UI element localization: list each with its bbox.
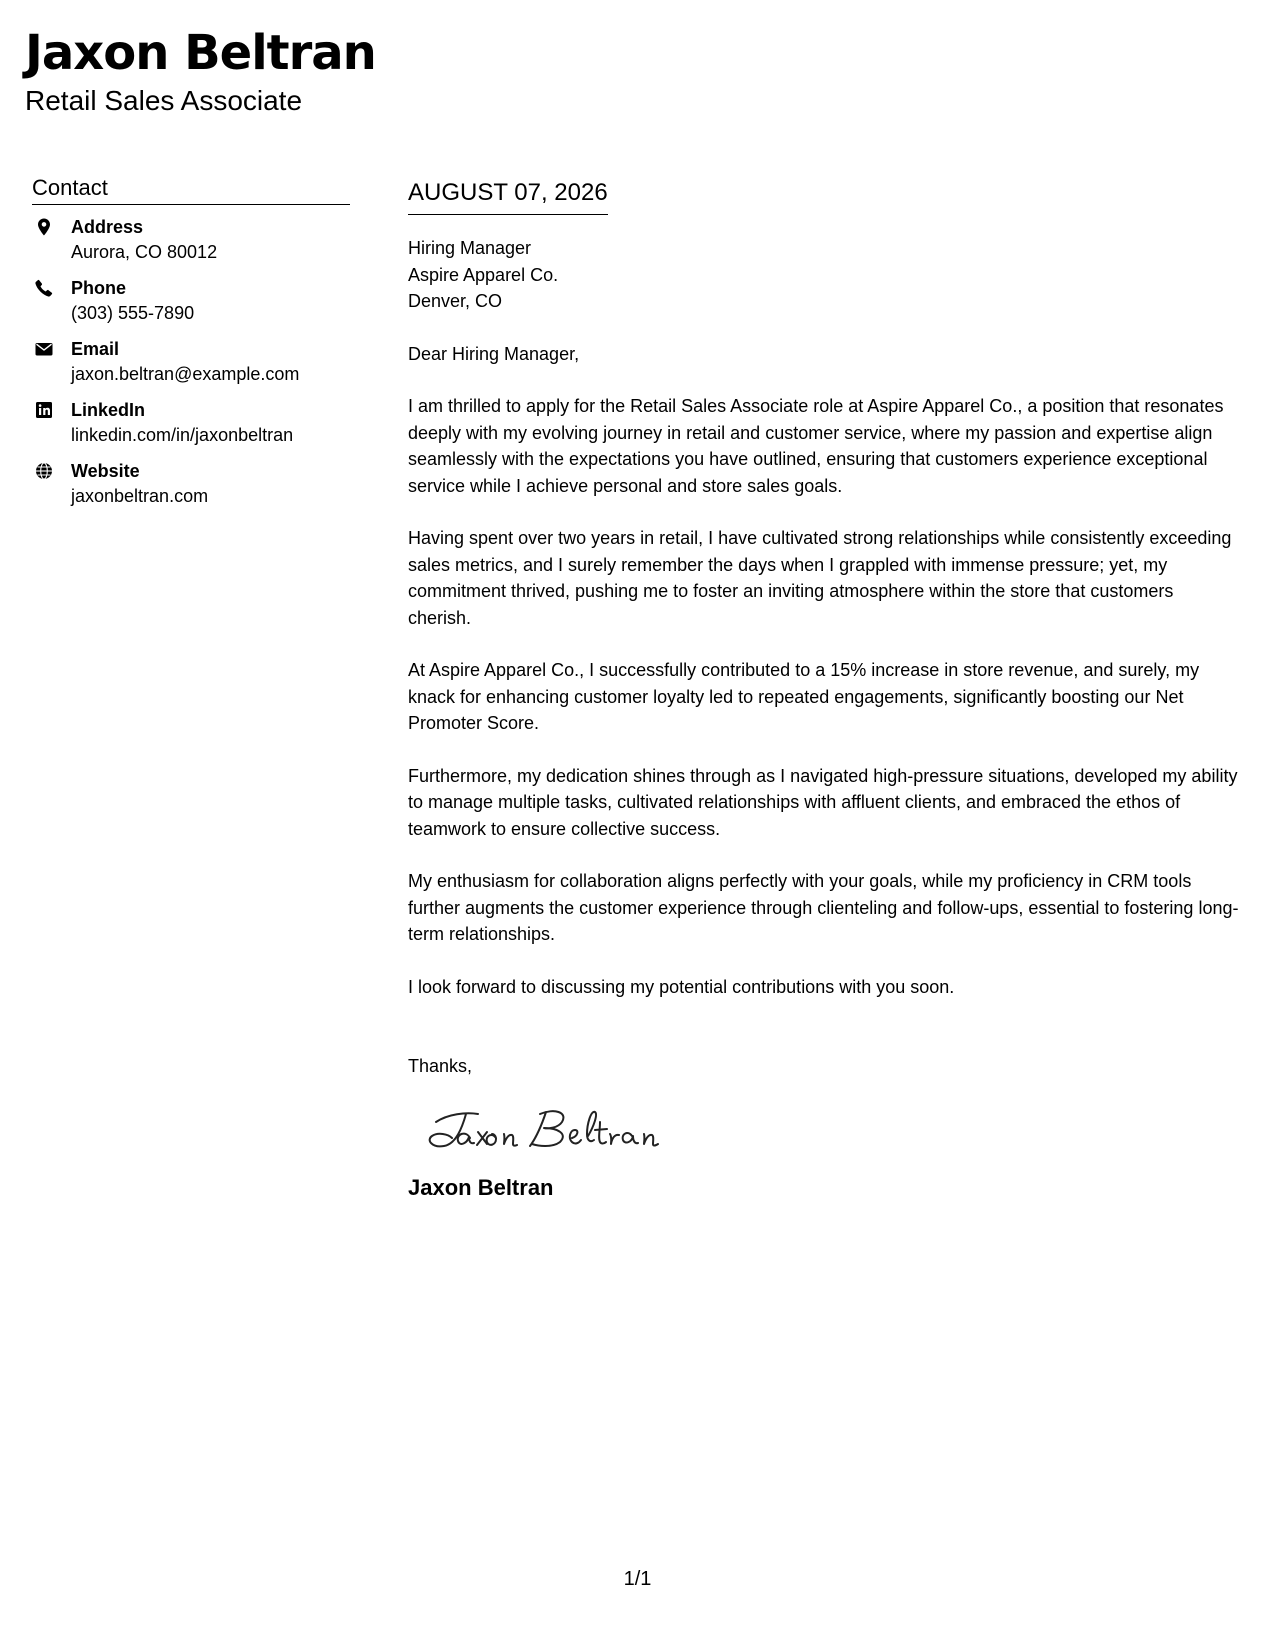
salutation: Dear Hiring Manager,	[408, 343, 580, 364]
contact-value: (303) 555-7890	[71, 303, 195, 323]
linkedin-icon	[34, 400, 54, 420]
body-paragraph: Having spent over two years in retail, I have cultivated strong relationships while consistently exceeding sales metrics, and I surely remember the days when I grappled with immense pressure; yet, my commitment thrived, pushing me to foster an inviting atmosphere within the store that customers cherish.	[408, 528, 1232, 628]
contact-phone	[32, 276, 350, 326]
letter-body	[408, 178, 1240, 1202]
body-paragraph: At Aspire Apparel Co., I successfully contributed to a 15% increase in store revenue, and surely, my knack for enhancing customer loyalty led to repeated engagements, significantly boosting our Net Promoter Score.	[408, 660, 1200, 733]
contact-website	[32, 459, 350, 509]
contact-address	[32, 215, 350, 265]
body-paragraph: My enthusiasm for collaboration aligns perfectly with your goals, while my proficiency in CRM tools further augments the customer experience through clienteling and follow-ups, essential to fostering long-term relationships.	[408, 871, 1239, 944]
contact-value: linkedin.com/in/jaxonbeltran	[71, 425, 294, 445]
contact-value: jaxon.beltran@example.com	[71, 364, 300, 384]
page-number: 1/1	[623, 1568, 652, 1590]
signer-name: Jaxon Beltran	[408, 1174, 554, 1200]
contact-value: Aurora, CO 80012	[71, 242, 218, 262]
recipient-line: Hiring Manager	[408, 238, 532, 258]
closing: Thanks,	[408, 1056, 473, 1076]
applicant-name: Jaxon Beltran	[25, 25, 376, 81]
contact-value: jaxonbeltran.com	[71, 486, 209, 506]
contact-label: Website	[71, 461, 140, 481]
phone-icon	[34, 278, 54, 298]
recipient-block	[408, 235, 1240, 315]
map-pin-icon	[34, 217, 54, 237]
handwritten-signature	[422, 1100, 662, 1160]
contact-label: LinkedIn	[71, 400, 146, 420]
applicant-role: Retail Sales Associate	[25, 85, 303, 116]
recipient-line: Aspire Apparel Co.	[408, 264, 559, 285]
body-paragraph: I am thrilled to apply for the Retail Sales Associate role at Aspire Apparel Co., a position that resonates deeply with my evolving journey in retail and customer service, where my passion and expertise align seamlessly with the expectations you have outlined, ensuring that customers experience exceptional service while I achieve personal and store sales goals.	[408, 396, 1224, 496]
envelope-icon	[34, 339, 54, 359]
contact-label: Phone	[71, 278, 127, 298]
contact-heading: Contact	[32, 175, 350, 205]
contact-linkedin	[32, 398, 350, 448]
body-paragraph: I look forward to discussing my potential contributions with you soon.	[408, 976, 955, 997]
body-paragraph: Furthermore, my dedication shines through as I navigated high-pressure situations, developed my ability to manage multiple tasks, cultivated relationships with affluent clients, and embraced the ethos of teamwork to ensure collective success.	[408, 765, 1238, 839]
letter-header	[25, 22, 376, 118]
recipient-line: Denver, CO	[408, 291, 503, 311]
contact-email	[32, 337, 350, 387]
letter-date: AUGUST 07, 2026	[408, 178, 608, 215]
contact-label: Email	[71, 339, 120, 359]
contact-label: Address	[71, 217, 144, 237]
globe-icon	[34, 461, 54, 481]
contact-sidebar	[32, 175, 350, 520]
